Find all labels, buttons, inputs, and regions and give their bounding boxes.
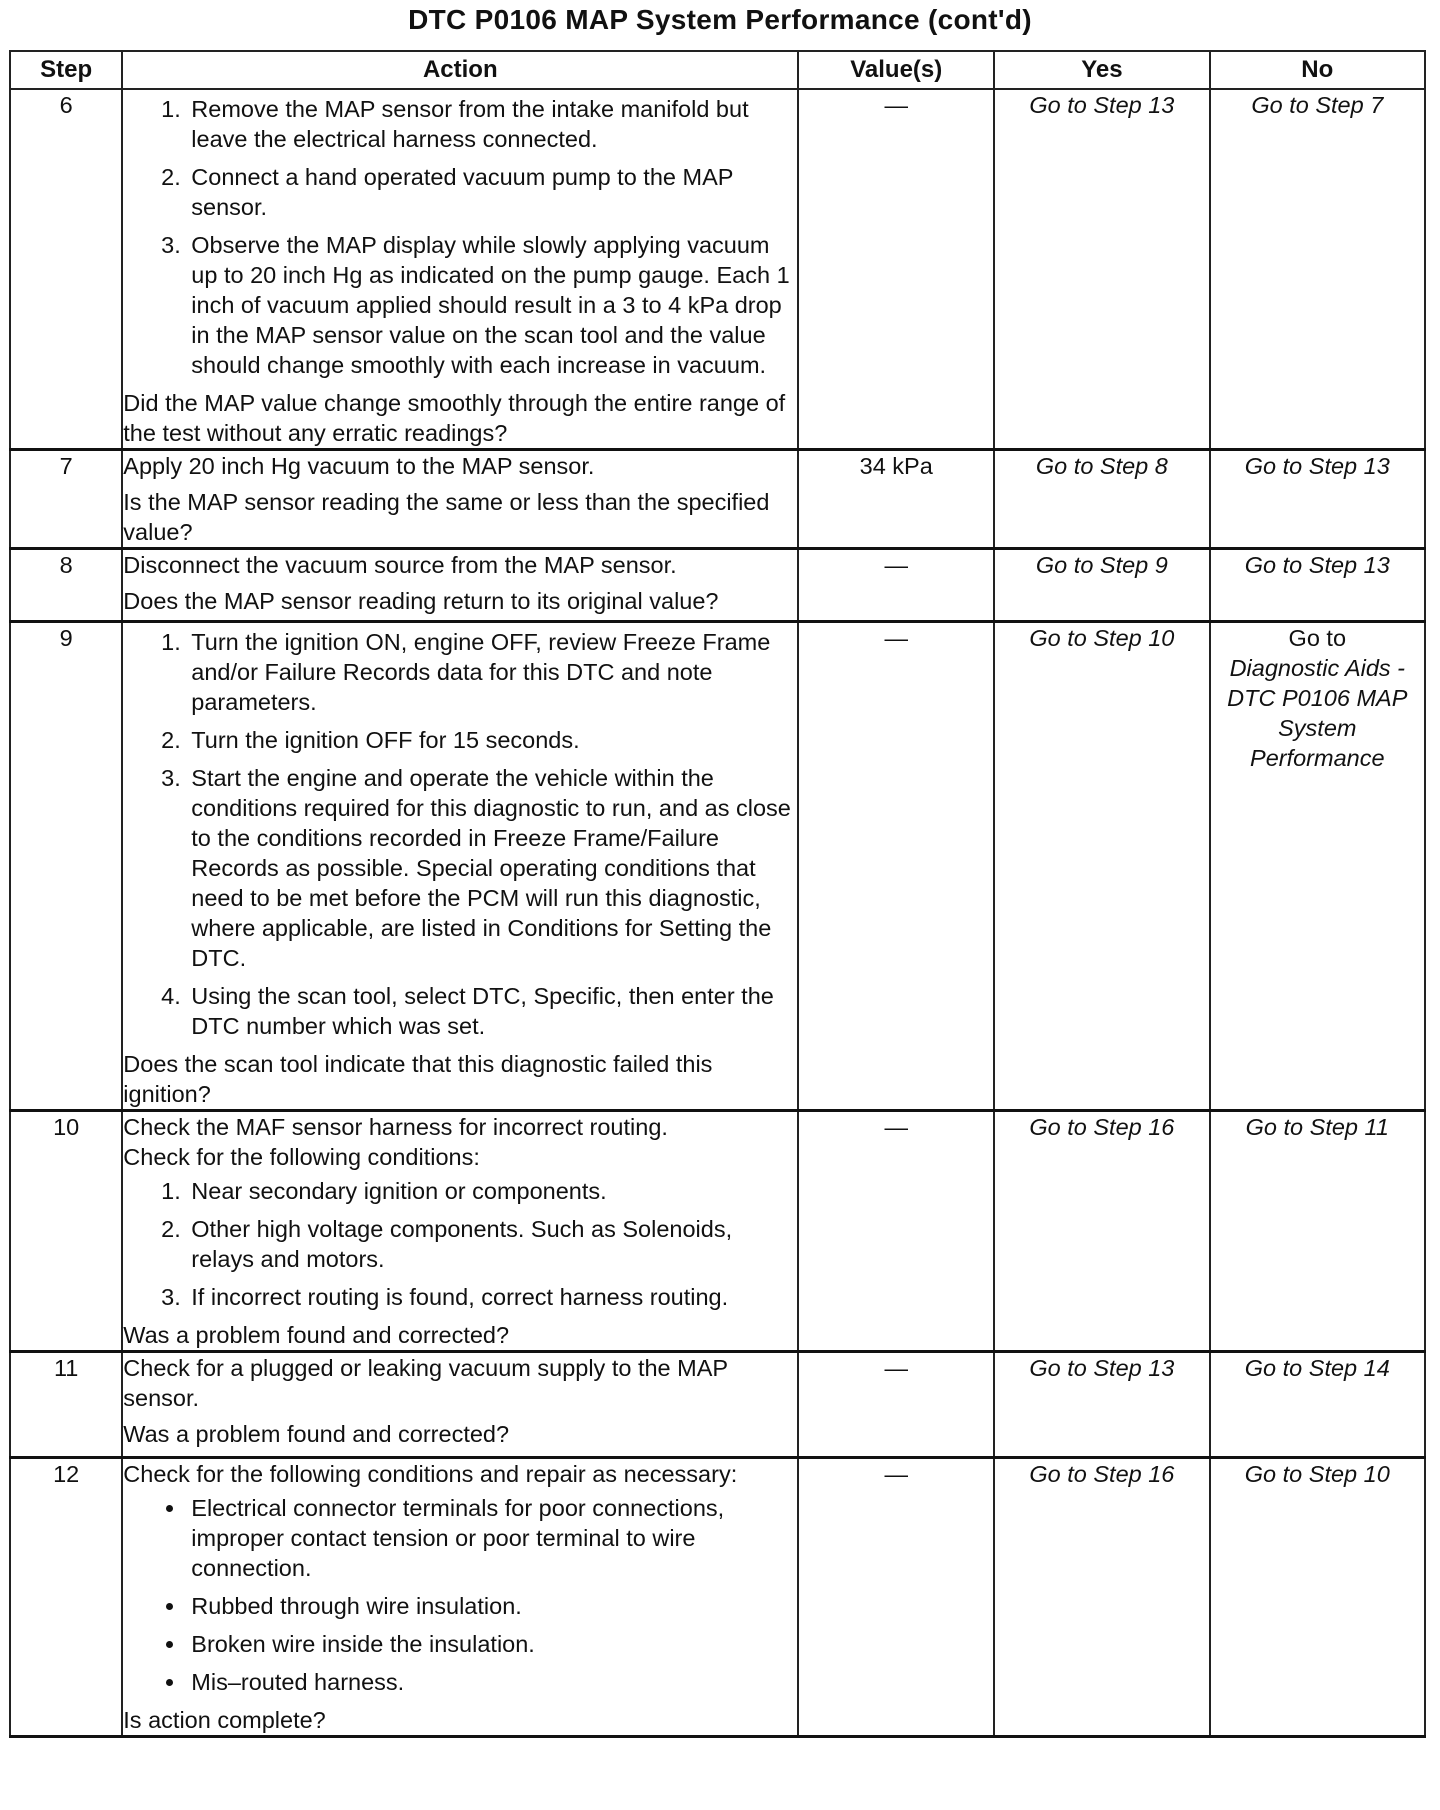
yes-cell: Go to Step 16 — [994, 1111, 1209, 1352]
action-cell — [122, 1352, 798, 1458]
list-item: 3. Start the engine and operate the vehicle within the conditions required for this diagnostic to run, and as close to the conditions recorded in Freeze Frame/Failure Records as possible. Special operating conditions that need to be met before the PCM will run this diagnostic, where applicable, are listed in Conditions for Setting the DTC. — [187, 763, 797, 973]
yes-cell: Go to Step 10 — [994, 622, 1209, 1111]
no-cell: Go to Step 7 — [1210, 89, 1425, 450]
list-item: 3. Observe the MAP display while slowly applying vacuum up to 20 inch Hg as indicated on the pump gauge. Each 1 inch of vacuum applied should result in a 3 to 4 kPa drop in the MAP sensor value on the scan tool and the value should change smoothly with each increase in vacuum. — [187, 230, 797, 380]
value-cell: — — [798, 1111, 994, 1352]
value-cell: — — [798, 1458, 994, 1737]
no-cell: Go to Step 10 — [1210, 1458, 1425, 1737]
no-line: DTC P0106 MAP — [1227, 685, 1408, 711]
action-text: Check the MAF sensor harness for incorrect routing. — [123, 1114, 668, 1140]
no-line: Go to — [1288, 625, 1347, 651]
dtc-table — [9, 50, 1426, 1738]
action-text: Disconnect the vacuum source from the MAP sensor. — [123, 552, 677, 578]
list-item: 3. If incorrect routing is found, correct harness routing. — [187, 1282, 797, 1312]
list-item: 1. Turn the ignition ON, engine OFF, review Freeze Frame and/or Failure Records data for this DTC and note parameters. — [187, 627, 797, 717]
step-number: 6 — [10, 89, 122, 450]
header-no: No — [1210, 51, 1425, 89]
no-line: Performance — [1250, 745, 1385, 771]
list-item: 2. Other high voltage components. Such as Solenoids, relays and motors. — [187, 1214, 797, 1274]
no-line: Diagnostic Aids - — [1229, 655, 1406, 681]
header-row — [10, 51, 1425, 89]
yes-cell: Go to Step 16 — [994, 1458, 1209, 1737]
table-row — [10, 1458, 1425, 1737]
no-cell — [1210, 622, 1425, 1111]
no-cell: Go to Step 13 — [1210, 549, 1425, 622]
action-question: Was a problem found and corrected? — [123, 1322, 510, 1348]
value-cell: — — [798, 549, 994, 622]
list-item: 2. Turn the ignition OFF for 15 seconds. — [187, 725, 797, 755]
list-item: • Broken wire inside the insulation. — [187, 1629, 797, 1659]
no-cell: Go to Step 13 — [1210, 450, 1425, 549]
list-item: 2. Connect a hand operated vacuum pump to the MAP sensor. — [187, 162, 797, 222]
action-text: Check for the following conditions: — [123, 1144, 480, 1170]
yes-cell: Go to Step 13 — [994, 1352, 1209, 1458]
table-row — [10, 1352, 1425, 1458]
page-title: DTC P0106 MAP System Performance (cont'd) — [408, 4, 1032, 35]
action-question: Is the MAP sensor reading the same or less than the specified value? — [123, 489, 770, 545]
table-row — [10, 1111, 1425, 1352]
list-item: • Mis–routed harness. — [187, 1667, 797, 1697]
action-list — [123, 627, 797, 1041]
no-line: System — [1278, 715, 1357, 741]
table-row — [10, 622, 1425, 1111]
action-cell — [122, 549, 798, 622]
action-text: Check for the following conditions and repair as necessary: — [123, 1461, 738, 1487]
no-cell: Go to Step 14 — [1210, 1352, 1425, 1458]
value-cell: — — [798, 622, 994, 1111]
action-question: Does the scan tool indicate that this diagnostic failed this ignition? — [123, 1051, 713, 1107]
no-cell: Go to Step 11 — [1210, 1111, 1425, 1352]
action-question: Does the MAP sensor reading return to its original value? — [123, 588, 719, 614]
step-number: 12 — [10, 1458, 122, 1737]
list-item: • Electrical connector terminals for poor connections, improper contact tension or poor terminal to wire connection. — [187, 1493, 797, 1583]
step-number: 11 — [10, 1352, 122, 1458]
action-text: Check for a plugged or leaking vacuum supply to the MAP sensor. — [123, 1355, 728, 1411]
table-row — [10, 89, 1425, 450]
action-bullets — [123, 1493, 797, 1697]
value-cell: — — [798, 1352, 994, 1458]
step-number: 10 — [10, 1111, 122, 1352]
list-item: 1. Near secondary ignition or components. — [187, 1176, 797, 1206]
table-row — [10, 450, 1425, 549]
action-question: Did the MAP value change smoothly through the entire range of the test without any erratic readings? — [123, 390, 786, 446]
action-cell — [122, 89, 798, 450]
step-number: 9 — [10, 622, 122, 1111]
action-cell — [122, 622, 798, 1111]
action-cell — [122, 450, 798, 549]
header-step: Step — [10, 51, 122, 89]
step-number: 7 — [10, 450, 122, 549]
header-yes: Yes — [994, 51, 1209, 89]
header-action: Action — [122, 51, 798, 89]
step-number: 8 — [10, 549, 122, 622]
list-item: 4. Using the scan tool, select DTC, Specific, then enter the DTC number which was set. — [187, 981, 797, 1041]
action-cell — [122, 1458, 798, 1737]
action-text: Apply 20 inch Hg vacuum to the MAP sensor. — [123, 453, 595, 479]
header-values: Value(s) — [798, 51, 994, 89]
value-cell: 34 kPa — [798, 450, 994, 549]
yes-cell: Go to Step 8 — [994, 450, 1209, 549]
action-list — [123, 94, 797, 380]
action-cell — [122, 1111, 798, 1352]
action-list — [123, 1176, 797, 1312]
yes-cell: Go to Step 13 — [994, 89, 1209, 450]
list-item: 1. Remove the MAP sensor from the intake manifold but leave the electrical harness connected. — [187, 94, 797, 154]
table-row — [10, 549, 1425, 622]
action-question: Is action complete? — [123, 1707, 326, 1733]
action-question: Was a problem found and corrected? — [123, 1421, 510, 1447]
value-cell: — — [798, 89, 994, 450]
yes-cell: Go to Step 9 — [994, 549, 1209, 622]
list-item: • Rubbed through wire insulation. — [187, 1591, 797, 1621]
